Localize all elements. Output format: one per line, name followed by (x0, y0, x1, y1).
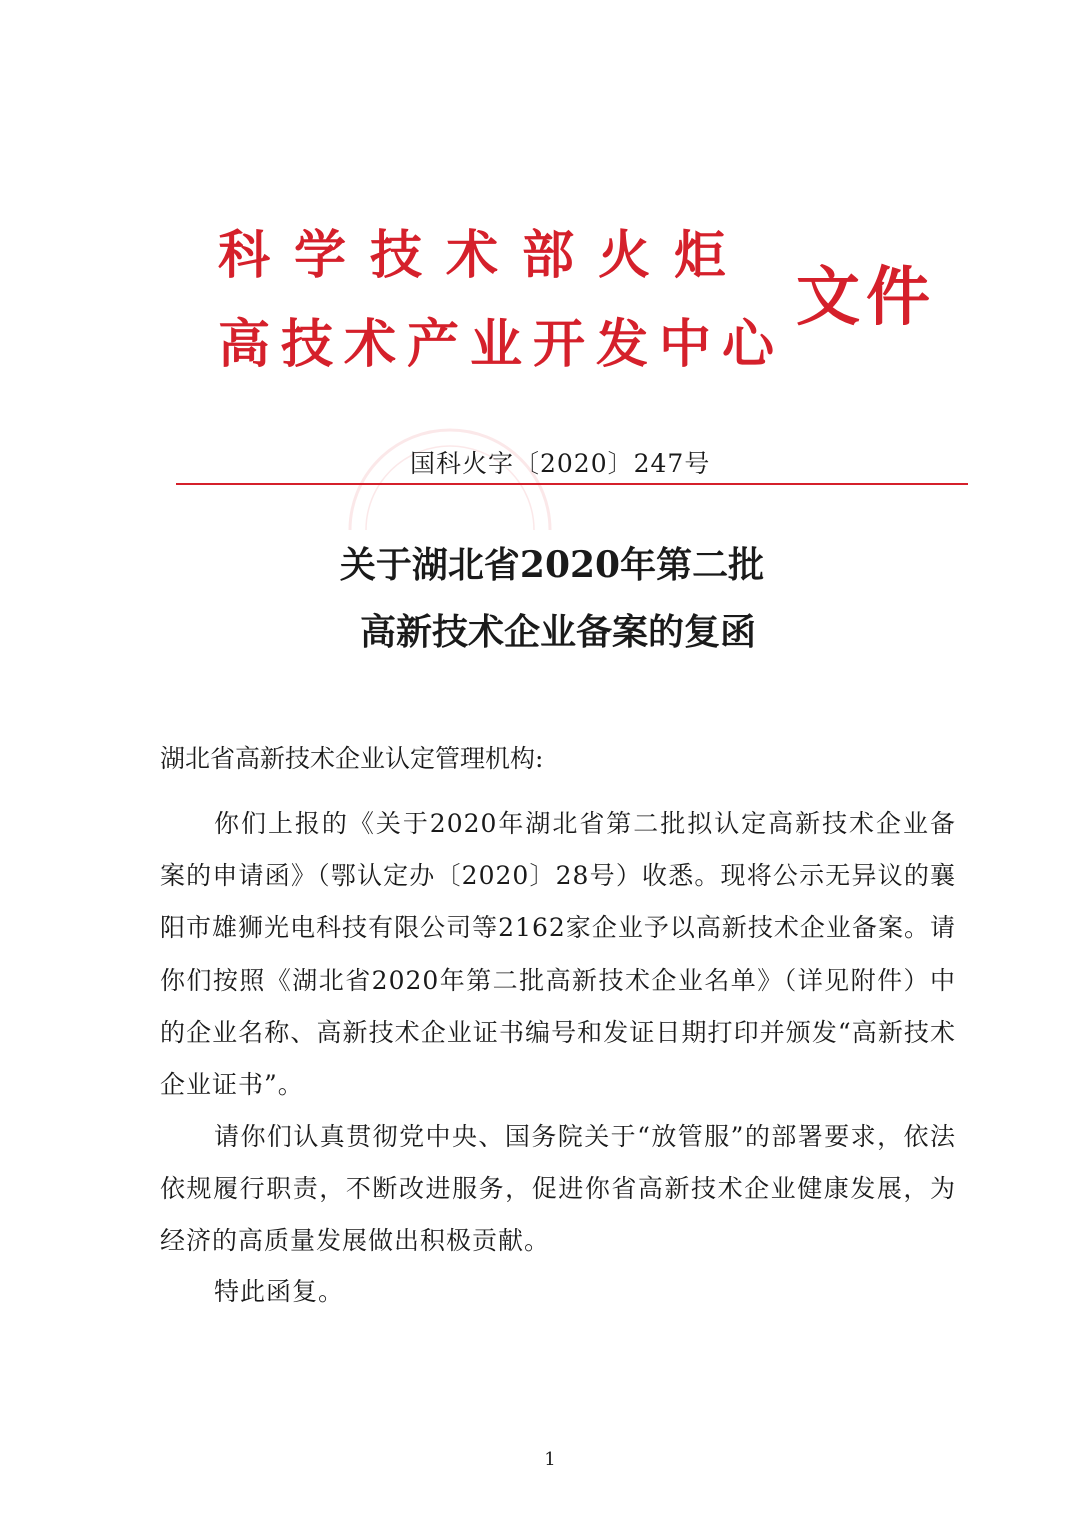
closing-paragraph: 特此函复。 (214, 1277, 345, 1306)
body-paragraph-1: 你们上报的《关于2020年湖北省第二批拟认定高新技术企业备案的申请函》（鄂认定办〔2020〕28号）收悉。现将公示无异议的襄阳市雄狮光电科技有限公司等2162家企业予以高新技术企业备案。请你们按照《湖北省2020年第二批高新技术企业名单》（详见附件）中的企业名称、高新技术企业证书编号和发证日期打印并颁发“高新技术企业证书”。 (160, 809, 956, 1100)
salutation: 湖北省高新技术企业认定管理机构: (160, 744, 544, 773)
page-number: 1 (544, 1449, 556, 1470)
document-title-line2: 高新技术企业备案的复函 (359, 611, 756, 653)
body-paragraph-2: 请你们认真贯彻党中央、国务院关于“放管服”的部署要求，依法依规履行职责，不断改进服务，促进你省高新技术企业健康发展，为经济的高质量发展做出积极贡献。 (160, 1122, 956, 1256)
red-divider-line (176, 483, 968, 485)
document-type-label: 文件 (796, 260, 936, 335)
document-title-line1: 关于湖北省2020年第二批 (339, 544, 765, 586)
issuer-name-line2: 高技术产业开发中心 (218, 314, 786, 375)
issuer-name-line1: 科学技术部火炬 (218, 225, 751, 286)
document-number: 国科火字〔2020〕247号 (410, 449, 711, 478)
